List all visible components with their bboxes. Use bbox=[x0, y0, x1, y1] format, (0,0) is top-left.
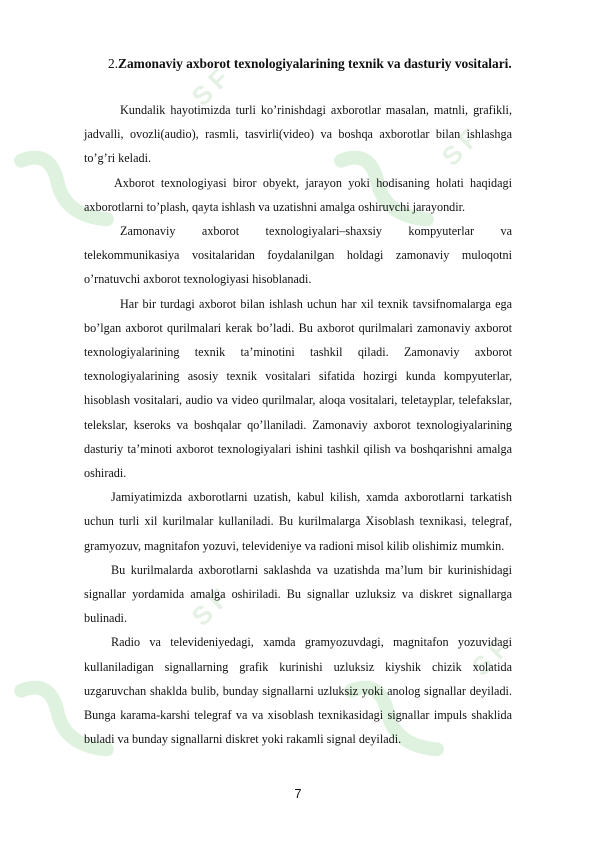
watermark-text: ЅF bbox=[465, 628, 519, 682]
page-number: 7 bbox=[294, 786, 302, 801]
body-text bbox=[84, 98, 512, 751]
paragraph: Axborot texnologiyasi biror obyekt, jarayon yoki hodisaning holati haqidagi axborotlarni to’plash, qayta ishlash va uzatishni amalga oshiruvchi jarayondir. bbox=[84, 175, 512, 214]
paragraph: Bu kurilmalarda axborotlarni saklashda va uzatishda ma’lum bir kurinishidagi signallar yordamida amalga oshiriladi. Bu signallar uzluksiz va diskret signallarga bulinadi. bbox=[84, 562, 512, 626]
section-title bbox=[108, 56, 512, 72]
watermark-text: ЅF bbox=[185, 58, 239, 112]
section-title-text: Zamonaviy axborot texnologiyalarining texnik va dasturiy vositalari. bbox=[118, 56, 512, 71]
section-number: 2. bbox=[108, 56, 119, 71]
watermark-text: ЅF bbox=[435, 118, 489, 172]
paragraph: Kundalik hayotimizda turli ko’rinishdagi axborotlar masalan, matnli, grafikli, jadvalli, ovozli(audio), rasmli, tasvirli(video) va boshqa axborotlar bilan ishlashga to’g’ri keladi. bbox=[84, 103, 512, 166]
paragraph: Jamiyatimizda axborotlarni uzatish, kabul kilish, xamda axborotlarni tarkatish uchun turli xil kurilmalar kullaniladi. Bu kurilmalarga Xisoblash texnikasi, telegraf, gramyozuv, magnitafon yozuvi, televideniye va radioni misol kilib olishimiz mumkin. bbox=[84, 490, 512, 553]
watermark-text: ЅF bbox=[185, 578, 239, 632]
paragraph: Har bir turdagi axborot bilan ishlash uchun har xil texnik tavsifnomalarga ega bo’lgan axborot qurilmalari kerak bo’ladi. Bu axborot qurilmalari zamonaviy axborot texnologiyalarining texnik ta’minotini tashkil qiladi. Zamonaviy axborot texnologiyalarining asosiy texnik vositalari sifatida hozirgi kunda kompyuterlar, hisoblash vositalari, audio va video qurilmalar, aloqa vositalari, teletayplar, telefakslar, telekslar, kseroks va boshqalar qo’llaniladi. Zamonaviy axborot texnologiyalarining dasturiy ta’minoti axborot texnologiyalari ishini tashkil qilish va boshqarishni amalga oshiradi. bbox=[84, 296, 512, 481]
paragraph: Radio va televideniyedagi, xamda gramyozuvdagi, magnitafon yozuvidagi kullaniladigan signallarning grafik kurinishi uzluksiz kiyshik chizik xolatida uzgaruvchan shaklda bulib, bunday signallarni uzluksiz yoki anolog signallar deyiladi. Bunga karama-karshi telegraf va va xisoblash texnikasidagi signallar impuls shaklida buladi va bunday signallarni diskret yoki rakamli signal deyiladi. bbox=[84, 635, 512, 747]
paragraph: Zamonaviy axborot texnologiyalari–shaxsiy kompyuterlar va telekommunikasiya vositalaridan foydalanilgan holdagi zamonaviy muloqotni o’rnatuvchi axborot texnologiyasi hisoblanadi. bbox=[84, 224, 512, 287]
